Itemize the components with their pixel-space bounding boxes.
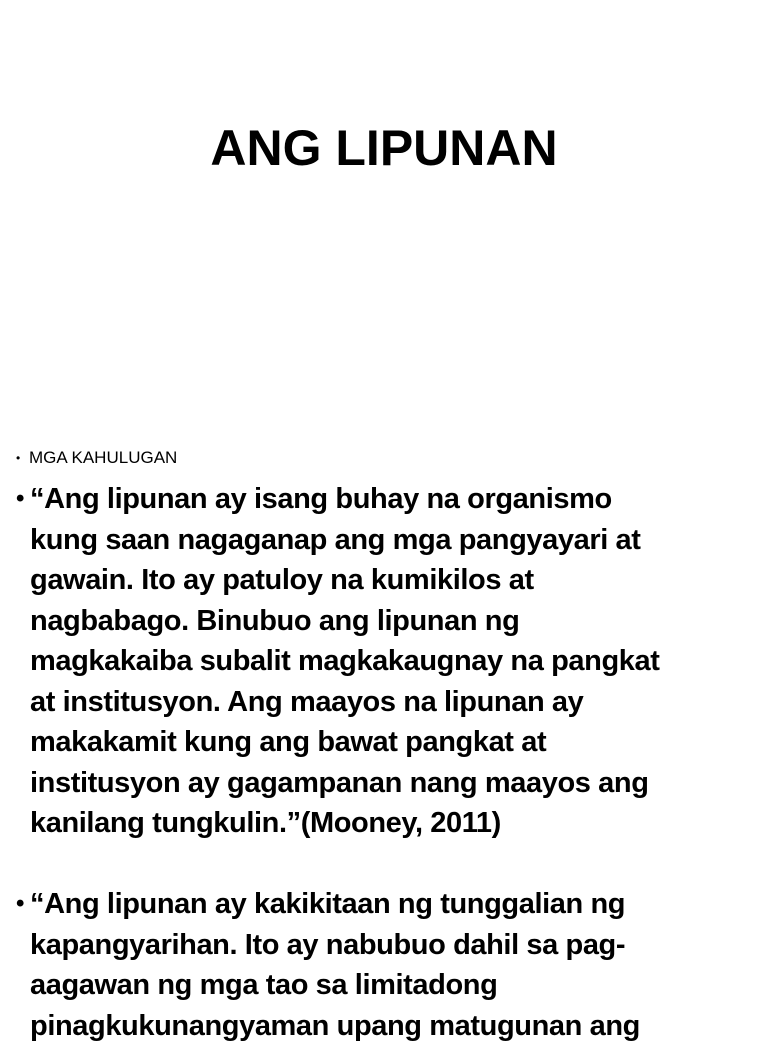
bullet-icon: • xyxy=(16,446,29,470)
quote-line: “Ang lipunan ay isang buhay na organismo xyxy=(30,479,660,520)
quote-line: pinagkukunangyaman upang matugunan ang xyxy=(30,1006,640,1046)
quote-line: makakamit kung ang bawat pangkat at xyxy=(30,722,660,763)
section-label: MGA KAHULUGAN xyxy=(29,446,177,470)
quote-line: institusyon ay gagampanan nang maayos ang xyxy=(30,763,660,804)
bullet-icon: • xyxy=(16,479,30,844)
definition-quote-1 xyxy=(16,479,660,844)
quote-line: at institusyon. Ang maayos na lipunan ay xyxy=(30,682,660,723)
quote-text xyxy=(30,884,640,1046)
section-bullet xyxy=(16,446,177,470)
quote-line: aagawan ng mga tao sa limitadong xyxy=(30,965,640,1006)
quote-line: kung saan nagaganap ang mga pangyayari at xyxy=(30,520,660,561)
quote-line: gawain. Ito ay patuloy na kumikilos at xyxy=(30,560,660,601)
quote-line: nagbabago. Binubuo ang lipunan ng xyxy=(30,601,660,642)
definition-quote-2 xyxy=(16,884,640,1046)
bullet-icon: • xyxy=(16,884,30,1046)
slide-title: ANG LIPUNAN xyxy=(0,118,768,178)
quote-line: kapangyarihan. Ito ay nabubuo dahil sa pag- xyxy=(30,925,640,966)
quote-line: “Ang lipunan ay kakikitaan ng tunggalian ng xyxy=(30,884,640,925)
quote-text xyxy=(30,479,660,844)
quote-line: kanilang tungkulin.”(Mooney, 2011) xyxy=(30,803,660,844)
quote-line: magkakaiba subalit magkakaugnay na pangkat xyxy=(30,641,660,682)
